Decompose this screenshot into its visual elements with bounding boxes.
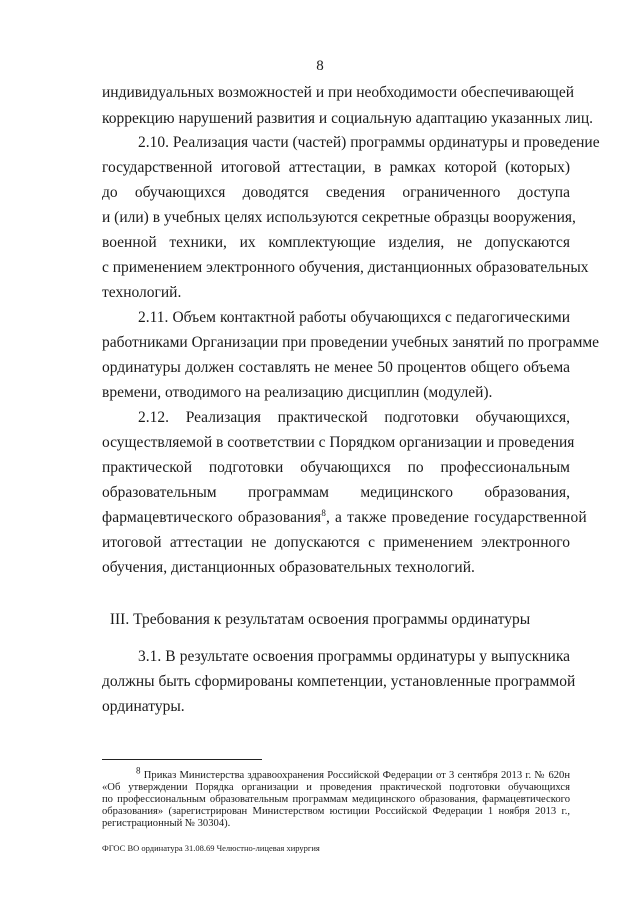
body-line: индивидуальных возможностей и при необходимости обеспечивающей: [102, 84, 575, 101]
paragraph-2-12-line: [102, 507, 587, 528]
paragraph-2-12-line: 2.12. Реализация практической подготовки обучающихся,: [138, 409, 570, 426]
text-fragment: фармацевтического образования: [102, 509, 322, 526]
paragraph-2-12-line: обучения, дистанционных образовательных технологий.: [102, 559, 475, 576]
paragraph-3-1-line: 3.1. В результате освоения программы ординатуры у выпускника: [138, 648, 570, 665]
paragraph-2-11-line: ординатуры должен составлять не менее 50 процентов общего объема: [102, 359, 570, 376]
paragraph-2-10-line: до обучающихся доводятся сведения ограниченного доступа: [102, 184, 570, 201]
paragraph-3-1-line: должны быть сформированы компетенции, установленные программой: [102, 673, 576, 690]
paragraph-2-10-line: 2.10. Реализация части (частей) программы ординатуры и проведение: [138, 134, 600, 151]
paragraph-2-10-line: государственной итоговой аттестации, в рамках которой (которых): [102, 159, 570, 176]
text-fragment: , а также проведение государственной: [326, 509, 587, 526]
footnote-line: «Об утверждении Порядка организации и проведения практической подготовки обучающихся: [102, 782, 570, 793]
paragraph-2-10-line: военной техники, их комплектующие изделия, не допускаются: [102, 234, 570, 251]
footnote-line: [136, 765, 570, 782]
paragraph-2-12-line: осуществляемой в соответствии с Порядком организации и проведения: [102, 434, 575, 451]
section-heading: III. Требования к результатам освоения программы ординатуры: [109, 611, 531, 628]
paragraph-3-1-line: ординатуры.: [102, 698, 185, 715]
footnote-text: Приказ Министерства здравоохранения Российской Федерации от 3 сентября 2013 г. № 620н: [140, 770, 570, 781]
page-number: 8: [316, 58, 324, 74]
paragraph-2-10-line: технологий.: [102, 284, 182, 301]
paragraph-2-12-line: образовательным программам медицинского образования,: [102, 484, 570, 501]
footnote-reference: 8: [321, 507, 326, 518]
footnote-mark: 8: [136, 765, 141, 776]
paragraph-2-10-line: с применением электронного обучения, дистанционных образовательных: [102, 259, 589, 276]
paragraph-2-12-line: итоговой аттестации не допускаются с применением электронного: [102, 534, 570, 551]
paragraph-2-10-line: и (или) в учебных целях используются секретные образцы вооружения,: [102, 209, 576, 226]
body-line: коррекцию нарушений развития и социальную адаптацию указанных лиц.: [102, 110, 594, 127]
paragraph-2-11-line: работниками Организации при проведении учебных занятий по программе: [102, 334, 600, 351]
paragraph-2-11-line: времени, отводимого на реализацию дисциплин (модулей).: [102, 384, 493, 401]
footnote-line: образования» (зарегистрирован Министерством юстиции Российской Федерации 1 ноября 2013 г.,: [102, 806, 570, 817]
footnote-separator: [102, 759, 262, 760]
document-footer: ФГОС ВО ординатура 31.08.69 Челюстно-лицевая хирургия: [102, 843, 320, 853]
footnote-line: регистрационный № 30304).: [102, 818, 231, 829]
footnote-line: по профессиональным образовательным программам медицинского образования, фармацевтического: [102, 794, 570, 805]
paragraph-2-11-line: 2.11. Объем контактной работы обучающихся с педагогическими: [138, 309, 570, 326]
paragraph-2-12-line: практической подготовки обучающихся по профессиональным: [102, 459, 570, 476]
